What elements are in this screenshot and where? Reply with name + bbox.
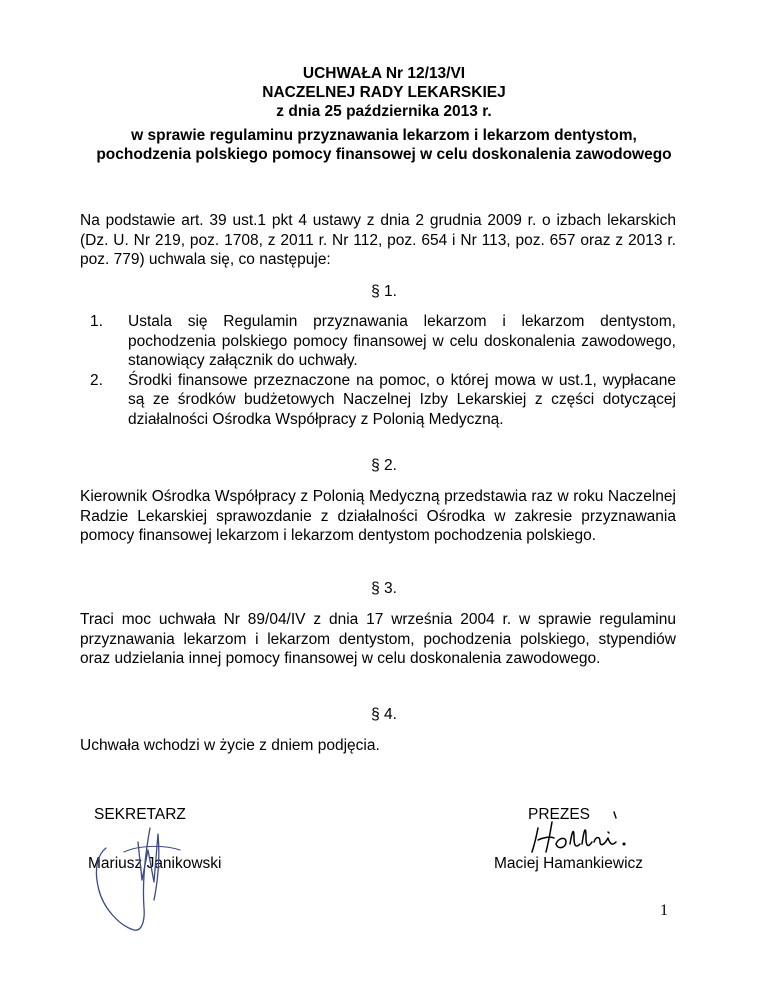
list-item-text: Środki finansowe przeznaczone na pomoc, o której mowa w ust.1, wypłacane są ze środków budżetowych Naczelnej Izby Lekarskiej z części dotyczącej działalności Ośrodka Współpracy z Polonią Medyczną. (128, 371, 676, 428)
title-line-date: z dnia 25 października 2013 r. (276, 103, 492, 120)
section-1-heading: § 1. (371, 283, 397, 300)
subject-line-2: pochodzenia polskiego pomocy finansowej w celu doskonalenia zawodowego (96, 146, 672, 163)
right-handwritten-signature (528, 808, 638, 856)
resolution-title (0, 64, 768, 121)
left-signature-role: SEKRETARZ (94, 806, 186, 823)
right-signature-role: PREZES (528, 806, 591, 823)
list-item (80, 312, 676, 371)
list-item-text: Ustala się Regulamin przyznawania lekarzom i lekarzom dentystom, pochodzenia polskiego pomocy finansowej w celu doskonalenia zawodowego, stanowiący załącznik do uchwały. (128, 313, 676, 369)
title-line-council: NACZELNEJ RADY LEKARSKIEJ (262, 84, 506, 101)
section-2-heading: § 2. (371, 457, 397, 474)
subject-line-1: w sprawie regulaminu przyznawania lekarzom i lekarzom dentystom, (131, 127, 637, 144)
title-line-number: UCHWAŁA Nr 12/13/VI (302, 65, 466, 82)
section-3-text: Traci moc uchwała Nr 89/04/IV z dnia 17 września 2004 r. w sprawie regulaminu przyznawania lekarzom i lekarzom dentystom, pochodzenia polskiego, stypendiów oraz udzielania innej pomocy finansowej w celu doskonalenia zawodowego. (80, 611, 676, 667)
resolution-subject (0, 126, 768, 164)
preamble: Na podstawie art. 39 ust.1 pkt 4 ustawy z dnia 2 grudnia 2009 r. o izbach lekarskich (Dz. U. Nr 219, poz. 1708, z 2011 r. Nr 112, poz. 654 i Nr 113, poz. 657 oraz z 2013 r. poz. 779) uchwala się, co następuje: (80, 212, 676, 268)
left-signature-name: Mariusz Janikowski (88, 855, 222, 872)
page-number: 1 (660, 902, 668, 919)
section-2-text: Kierownik Ośrodka Współpracy z Polonią Medyczną przedstawia raz w roku Naczelnej Radzie Lekarskiej sprawozdanie z działalności Ośrodka w zakresie przyznawania pomocy finansowej lekarzom i lekarzom dentystom pochodzenia polskiego. (80, 488, 676, 544)
right-signature-name: Maciej Hamankiewicz (494, 855, 644, 872)
section-4-heading: § 4. (371, 706, 397, 723)
section-1-list (80, 312, 676, 429)
section-3-heading: § 3. (371, 580, 397, 597)
left-handwritten-signature (84, 820, 224, 940)
list-item (80, 371, 676, 430)
list-item-number: 2. (90, 371, 103, 389)
list-item-number: 1. (90, 313, 103, 330)
section-4-text: Uchwała wchodzi w życie z dniem podjęcia. (80, 737, 380, 754)
